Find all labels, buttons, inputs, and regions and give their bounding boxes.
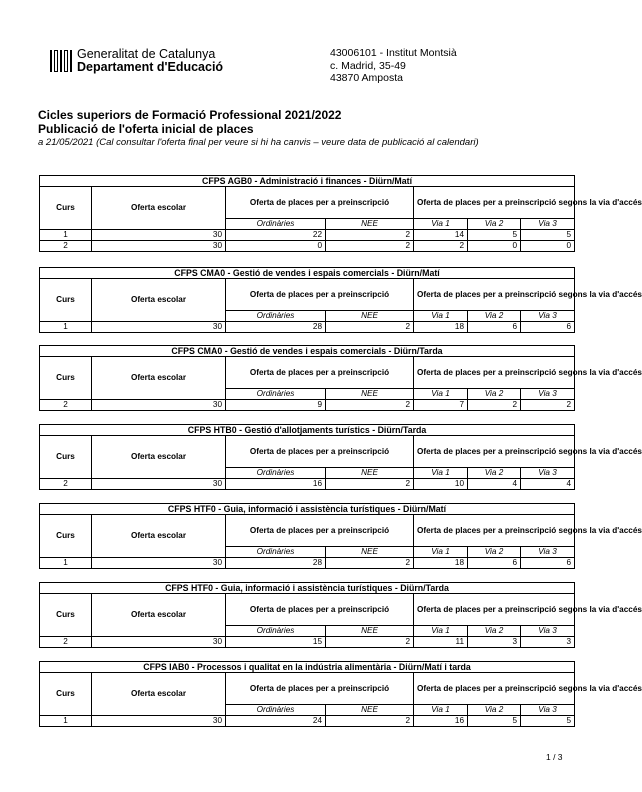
table-cell: 2 — [326, 322, 414, 333]
document-title: Cicles superiors de Formació Professional 2021/2022 — [38, 108, 342, 122]
offer-table — [39, 175, 642, 252]
col-header-curs: Curs — [40, 187, 92, 230]
col-header-via2: Via 2 — [468, 311, 521, 322]
col-header-oferta-escolar: Oferta escolar — [92, 673, 226, 716]
table-row — [40, 322, 575, 333]
col-header-oferta-escolar: Oferta escolar — [92, 279, 226, 322]
table-title: CFPS IAB0 - Processos i qualitat en la indústria alimentària - Diürn/Matí i tarda — [40, 662, 575, 673]
col-header-oferta-via: Oferta de places per a preinscripció segons la via d'accés — [414, 357, 575, 389]
table-cell: 5 — [468, 230, 521, 241]
col-header-oferta-escolar: Oferta escolar — [92, 515, 226, 558]
table-cell: 2 — [326, 230, 414, 241]
table-cell: 9 — [226, 400, 326, 411]
col-header-oferta-preinscripcio: Oferta de places per a preinscripció — [226, 673, 414, 705]
table-cell: 30 — [92, 479, 226, 490]
table-cell: 22 — [226, 230, 326, 241]
col-header-curs: Curs — [40, 357, 92, 400]
col-header-via3: Via 3 — [521, 626, 575, 637]
school-address — [330, 47, 457, 85]
table-cell: 6 — [468, 558, 521, 569]
col-header-oferta-via: Oferta de places per a preinscripció segons la via d'accés — [414, 594, 575, 626]
col-header-via3: Via 3 — [521, 389, 575, 400]
col-header-nee: NEE — [326, 311, 414, 322]
page-number: 1 / 3 — [546, 752, 563, 762]
table-cell: 18 — [414, 322, 468, 333]
col-header-oferta-via: Oferta de places per a preinscripció segons la via d'accés — [414, 673, 575, 705]
col-header-oferta-via: Oferta de places per a preinscripció segons la via d'accés — [414, 515, 575, 547]
table-row — [40, 637, 575, 648]
table-row — [40, 241, 575, 252]
table-cell: 2 — [521, 400, 575, 411]
col-header-nee: NEE — [326, 705, 414, 716]
offer-table — [39, 661, 642, 727]
col-header-oferta-via: Oferta de places per a preinscripció segons la via d'accés — [414, 436, 575, 468]
col-header-oferta-preinscripcio: Oferta de places per a preinscripció — [226, 515, 414, 547]
table-cell: 2 — [326, 716, 414, 727]
table-row — [40, 400, 575, 411]
table-cell: 30 — [92, 241, 226, 252]
table-cell: 2 — [414, 241, 468, 252]
col-header-nee: NEE — [326, 389, 414, 400]
table-cell: 14 — [414, 230, 468, 241]
table-cell: 30 — [92, 230, 226, 241]
table-cell: 30 — [92, 716, 226, 727]
col-header-oferta-preinscripcio: Oferta de places per a preinscripció — [226, 436, 414, 468]
col-header-curs: Curs — [40, 436, 92, 479]
offer-table — [39, 582, 642, 648]
table-cell: 11 — [414, 637, 468, 648]
table-cell: 5 — [521, 716, 575, 727]
table-cell: 2 — [468, 400, 521, 411]
col-header-oferta-escolar: Oferta escolar — [92, 594, 226, 637]
col-header-ordinaries: Ordinàries — [226, 468, 326, 479]
table-row — [40, 558, 575, 569]
table-cell: 6 — [521, 322, 575, 333]
col-header-via2: Via 2 — [468, 468, 521, 479]
table-cell: 3 — [521, 637, 575, 648]
table-cell: 2 — [326, 558, 414, 569]
col-header-via1: Via 1 — [414, 468, 468, 479]
col-header-oferta-preinscripcio: Oferta de places per a preinscripció — [226, 357, 414, 389]
table-title: CFPS CMA0 - Gestió de vendes i espais comercials - Diürn/Matí — [40, 268, 575, 279]
offer-table — [39, 503, 642, 569]
table-cell: 2 — [326, 241, 414, 252]
col-header-curs: Curs — [40, 594, 92, 637]
table-cell: 4 — [468, 479, 521, 490]
col-header-via3: Via 3 — [521, 219, 575, 230]
table-cell: 10 — [414, 479, 468, 490]
document-note: a 21/05/2021 (Cal consultar l'oferta final per veure si hi ha canvis – veure data de publicació al calendari) — [38, 137, 479, 148]
col-header-via2: Via 2 — [468, 389, 521, 400]
table-cell: 24 — [226, 716, 326, 727]
table-cell: 0 — [521, 241, 575, 252]
col-header-nee: NEE — [326, 626, 414, 637]
table-cell: 1 — [40, 558, 92, 569]
col-header-oferta-via: Oferta de places per a preinscripció segons la via d'accés — [414, 187, 575, 219]
table-cell: 5 — [521, 230, 575, 241]
table-title: CFPS HTF0 - Guia, informació i assistència turístiques - Diürn/Tarda — [40, 583, 575, 594]
table-cell: 28 — [226, 558, 326, 569]
col-header-via2: Via 2 — [468, 705, 521, 716]
col-header-via2: Via 2 — [468, 219, 521, 230]
table-cell: 30 — [92, 558, 226, 569]
col-header-via1: Via 1 — [414, 311, 468, 322]
address-line: c. Madrid, 35-49 — [330, 59, 406, 72]
table-row — [40, 479, 575, 490]
col-header-ordinaries: Ordinàries — [226, 389, 326, 400]
col-header-via3: Via 3 — [521, 468, 575, 479]
table-cell: 28 — [226, 322, 326, 333]
col-header-nee: NEE — [326, 547, 414, 558]
offer-table — [39, 267, 642, 333]
table-cell: 0 — [226, 241, 326, 252]
table-cell: 2 — [40, 479, 92, 490]
table-title: CFPS HTF0 - Guia, informació i assistència turístiques - Diürn/Matí — [40, 504, 575, 515]
table-cell: 1 — [40, 716, 92, 727]
col-header-via2: Via 2 — [468, 626, 521, 637]
table-cell: 2 — [40, 241, 92, 252]
table-cell: 2 — [326, 400, 414, 411]
table-row — [40, 716, 575, 727]
col-header-oferta-preinscripcio: Oferta de places per a preinscripció — [226, 279, 414, 311]
table-cell: 7 — [414, 400, 468, 411]
col-header-ordinaries: Ordinàries — [226, 311, 326, 322]
table-cell: 6 — [521, 558, 575, 569]
offer-table — [39, 345, 642, 411]
col-header-curs: Curs — [40, 673, 92, 716]
table-cell: 1 — [40, 230, 92, 241]
table-cell: 5 — [468, 716, 521, 727]
table-cell: 6 — [468, 322, 521, 333]
table-cell: 15 — [226, 637, 326, 648]
table-title: CFPS HTB0 - Gestió d'allotjaments turístics - Diürn/Tarda — [40, 425, 575, 436]
document-subtitle: Publicació de l'oferta inicial de places — [38, 122, 254, 136]
table-cell: 2 — [40, 637, 92, 648]
table-cell: 1 — [40, 322, 92, 333]
col-header-via3: Via 3 — [521, 705, 575, 716]
col-header-oferta-escolar: Oferta escolar — [92, 187, 226, 230]
col-header-oferta-preinscripcio: Oferta de places per a preinscripció — [226, 594, 414, 626]
logo-line2: Departament d'Educació — [77, 60, 224, 74]
table-cell: 16 — [414, 716, 468, 727]
table-cell: 4 — [521, 479, 575, 490]
col-header-via1: Via 1 — [414, 705, 468, 716]
col-header-oferta-escolar: Oferta escolar — [92, 436, 226, 479]
generalitat-emblem-icon — [50, 50, 72, 72]
offer-table — [39, 424, 642, 490]
table-cell: 3 — [468, 637, 521, 648]
address-line: 43006101 - Institut Montsià — [330, 47, 457, 59]
col-header-via2: Via 2 — [468, 547, 521, 558]
col-header-ordinaries: Ordinàries — [226, 626, 326, 637]
table-title: CFPS AGB0 - Administració i finances - Diürn/Matí — [40, 176, 575, 187]
table-cell: 2 — [40, 400, 92, 411]
col-header-via1: Via 1 — [414, 389, 468, 400]
col-header-ordinaries: Ordinàries — [226, 705, 326, 716]
col-header-via3: Via 3 — [521, 311, 575, 322]
col-header-via3: Via 3 — [521, 547, 575, 558]
col-header-via1: Via 1 — [414, 547, 468, 558]
logo-line1: Generalitat de Catalunya — [77, 47, 216, 61]
col-header-oferta-via: Oferta de places per a preinscripció segons la via d'accés — [414, 279, 575, 311]
logo — [50, 48, 223, 74]
table-cell: 30 — [92, 400, 226, 411]
table-cell: 2 — [326, 637, 414, 648]
col-header-nee: NEE — [326, 219, 414, 230]
col-header-nee: NEE — [326, 468, 414, 479]
table-cell: 16 — [226, 479, 326, 490]
table-cell: 18 — [414, 558, 468, 569]
table-row — [40, 230, 575, 241]
table-title: CFPS CMA0 - Gestió de vendes i espais comercials - Diürn/Tarda — [40, 346, 575, 357]
table-cell: 2 — [326, 479, 414, 490]
col-header-ordinaries: Ordinàries — [226, 547, 326, 558]
col-header-curs: Curs — [40, 279, 92, 322]
document-titles — [38, 108, 479, 149]
table-cell: 0 — [468, 241, 521, 252]
col-header-via1: Via 1 — [414, 626, 468, 637]
col-header-ordinaries: Ordinàries — [226, 219, 326, 230]
address-line: 43870 Amposta — [330, 72, 403, 84]
table-cell: 30 — [92, 637, 226, 648]
col-header-oferta-preinscripcio: Oferta de places per a preinscripció — [226, 187, 414, 219]
table-cell: 30 — [92, 322, 226, 333]
col-header-via1: Via 1 — [414, 219, 468, 230]
col-header-curs: Curs — [40, 515, 92, 558]
col-header-oferta-escolar: Oferta escolar — [92, 357, 226, 400]
